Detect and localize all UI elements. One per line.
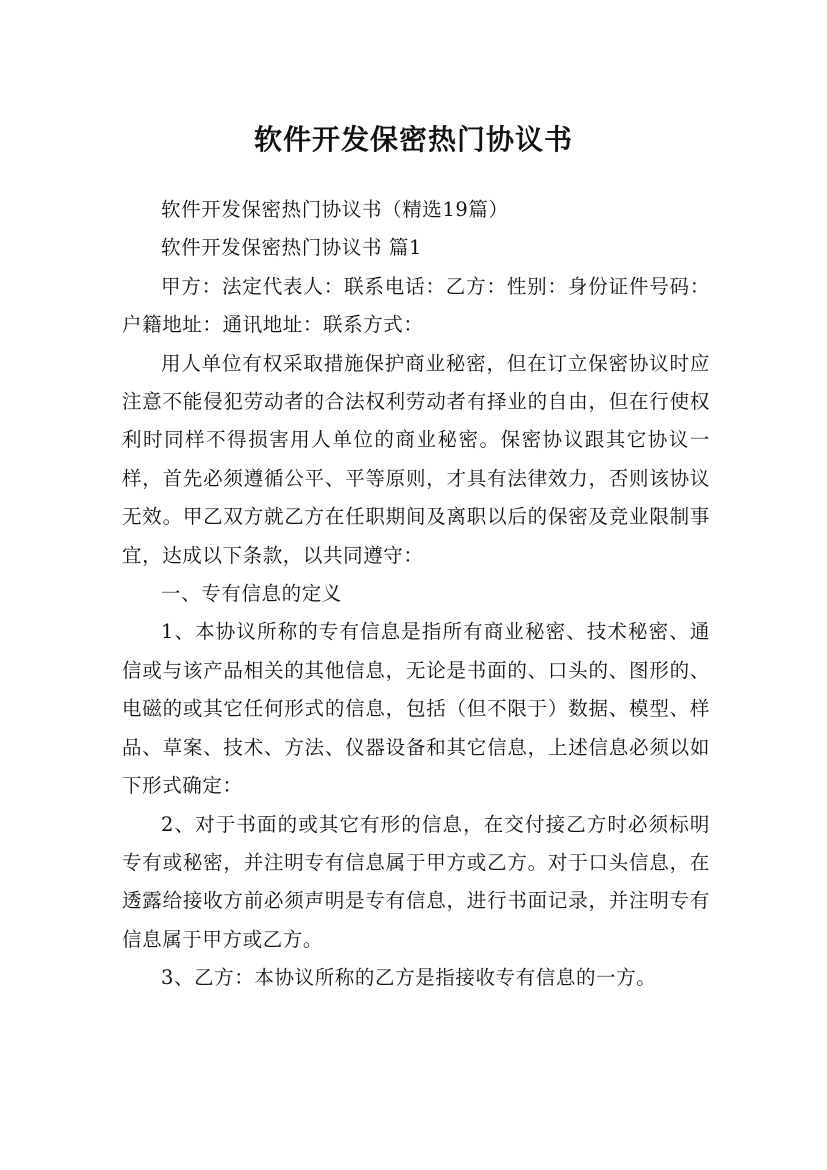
subtitle-paragraph: 软件开发保密热门协议书（精选19篇） [161,198,509,221]
clause-2-paragraph: 2、对于书面的或其它有形的信息，在交付接乙方时必须标明专有或秘密，并注明专有信息属于甲方或乙方。对于口头信息，在透露给接收方前必须声明是专有信息，进行书面记录，并注明专有信息属于甲方或乙方。 [122,812,710,951]
clause-3-paragraph: 3、乙方：本协议所称的乙方是指接收专有信息的一方。 [161,966,657,990]
clause-heading-paragraph: 一、专有信息的定义 [161,582,342,606]
document-title: 软件开发保密热门协议书 [253,122,573,156]
parties-paragraph: 甲方：法定代表人：联系电话：乙方：性别：身份证件号码： 户籍地址：通讯地址：联系方式： [122,274,710,337]
document-body [122,191,710,998]
clause-1-paragraph: 1、本协议所称的专有信息是指所有商业秘密、技术秘密、通信或与该产品相关的其他信息，无论是书面的、口头的、图形的、电磁的或其它任何形式的信息，包括（但不限于）数据、模型、样品、草案、技术、方法、仪器设备和其它信息，上述信息必须以如下形式确定： [122,620,710,798]
section-heading-paragraph: 软件开发保密热门协议书 篇1 [161,236,423,260]
preamble-paragraph: 用人单位有权采取措施保护商业秘密，但在订立保密协议时应注意不能侵犯劳动者的合法权利劳动者有择业的自由，但在行使权利时同样不得损害用人单位的商业秘密。保密协议跟其它协议一样，首先必须遵循公平、平等原则，才具有法律效力，否则该协议无效。甲乙双方就乙方在任职期间及离职以后的保密及竞业限制事宜，达成以下条款，以共同遵守： [122,351,710,567]
